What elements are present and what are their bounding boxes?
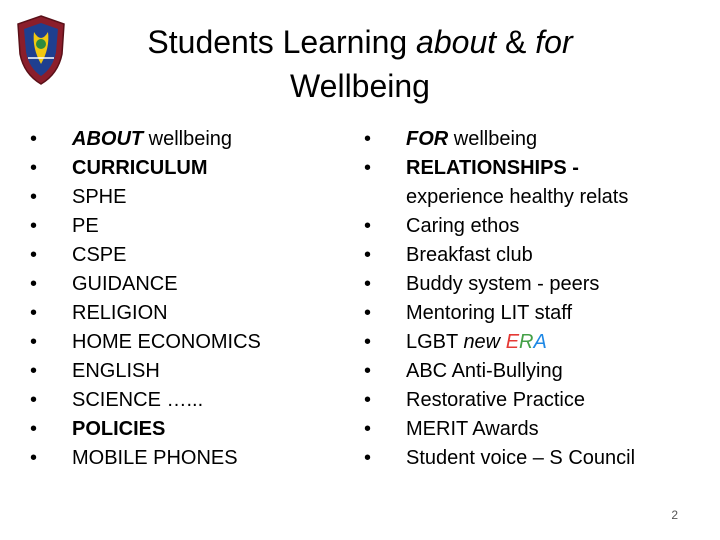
list-item: • SPHE (30, 183, 330, 212)
era-letter-e: E (505, 331, 520, 353)
bullet: • (30, 418, 38, 440)
page-number: 2 (671, 508, 678, 522)
bullet: • (30, 302, 38, 324)
for-wellbeing-list (364, 125, 694, 473)
list-item: • HOME ECONOMICS (30, 328, 330, 357)
bullet: • (364, 447, 372, 469)
bullet: • (364, 389, 372, 411)
list-item: • MOBILE PHONES (30, 444, 330, 473)
bullet: • (30, 331, 38, 353)
bullet: • (30, 128, 38, 150)
page-title (60, 20, 660, 108)
bullet: • (30, 244, 38, 266)
list-item: • Mentoring LIT staff (364, 299, 694, 328)
era-letter-r: R (519, 331, 534, 353)
bullet: • (364, 157, 372, 179)
list-item: • POLICIES (30, 415, 330, 444)
list-item: • FOR wellbeing (364, 125, 694, 154)
bullet: • (364, 244, 372, 266)
bullet: • (364, 360, 372, 382)
bullet: • (30, 389, 38, 411)
bullet: • (30, 186, 38, 208)
list-item: • CURRICULUM (30, 154, 330, 183)
list-item: • Restorative Practice (364, 386, 694, 415)
title-about: about (416, 24, 497, 60)
list-item: • CSPE (30, 241, 330, 270)
title-text: Students Learning (147, 24, 417, 60)
list-item: • LGBT new ERA (364, 328, 694, 357)
bullet: • (30, 215, 38, 237)
list-item: • Caring ethos (364, 212, 694, 241)
bullet: • (364, 418, 372, 440)
list-item: • MERIT Awards (364, 415, 694, 444)
bullet: • (364, 302, 372, 324)
bullet: • (30, 273, 38, 295)
bullet: • (364, 331, 372, 353)
list-item: • PE (30, 212, 330, 241)
about-wellbeing-list (30, 125, 330, 473)
list-item: • ENGLISH (30, 357, 330, 386)
list-item: • ABC Anti-Bullying (364, 357, 694, 386)
list-item: • ABOUT wellbeing (30, 125, 330, 154)
list-item: • Breakfast club (364, 241, 694, 270)
bullet: • (364, 273, 372, 295)
list-item: • Student voice – S Council (364, 444, 694, 473)
era-letter-a: A (533, 331, 547, 353)
list-item: • RELIGION (30, 299, 330, 328)
list-item: • SCIENCE …... (30, 386, 330, 415)
list-item: • Buddy system - peers (364, 270, 694, 299)
title-line2: Wellbeing (290, 68, 430, 104)
list-item: • RELATIONSHIPS - experience healthy relats (364, 154, 694, 212)
list-item: • GUIDANCE (30, 270, 330, 299)
bullet: • (30, 360, 38, 382)
bullet: • (30, 447, 38, 469)
bullet: • (364, 215, 372, 237)
title-for: for (535, 24, 573, 60)
bullet: • (364, 128, 372, 150)
bullet: • (30, 157, 38, 179)
title-amp: & (496, 24, 536, 60)
